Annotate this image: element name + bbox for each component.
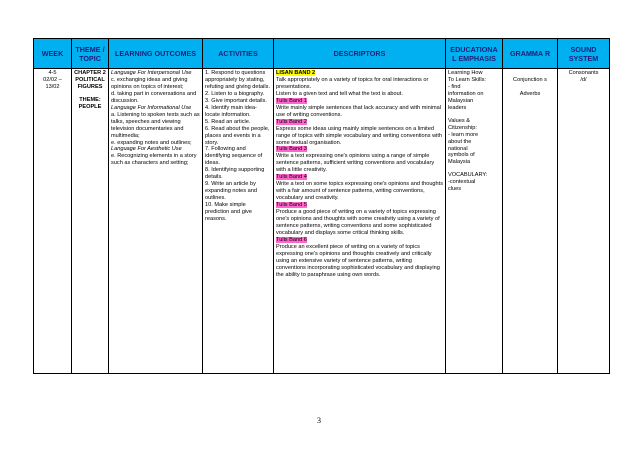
edu-line: - learn more (448, 131, 479, 138)
activity-item: 1. Respond to questions appropriately by stating, refuting and giving details. (205, 70, 270, 90)
activity-item: 7. Following and identifying sequence of ideas. (205, 146, 263, 167)
lisan-band-heading: LISAN BAND 2 (276, 70, 316, 76)
tulis-band-label: Tulis Band 2 (276, 118, 307, 125)
edu-line: national (448, 145, 468, 152)
outcome-item: e. Recognizing elements in a story such as characters and setting; (111, 153, 197, 167)
header-descriptors: DESCRIPTORS (274, 39, 446, 69)
header-week: WEEK (34, 39, 72, 69)
outcome-item: e. expanding notes and outlines; (111, 139, 192, 146)
activity-item: 10. Make simple prediction and give reasons. (205, 202, 252, 223)
activity-item: 6. Read about the people, places and events in a story. (205, 125, 270, 146)
tulis-band-label: Tulis Band 1 (276, 97, 307, 104)
outcome-category-heading: Language For Aesthetic Use (111, 146, 182, 153)
lesson-plan-table (33, 38, 610, 374)
chapter-title: POLITICAL FIGURES (75, 76, 105, 90)
tulis-band-block (276, 174, 443, 202)
theme-label: THEME: (79, 96, 101, 103)
edu-learning-skills (448, 70, 500, 112)
sound-item-d: /d/ (580, 76, 587, 83)
week-cell (34, 69, 72, 374)
header-activities: ACTIVITIES (203, 39, 274, 69)
tulis-band-text: Express some ideas using mainly simple sentences on a limited range of topics with simple vocabulary and writing conventions with some textual organisation. (276, 125, 443, 146)
tulis-band-label: Tulis Band 5 (276, 202, 307, 209)
edu-line: - find (448, 83, 461, 90)
tulis-band-text: Write mainly simple sentences that lack accuracy and with minimal use of writing conventions. (276, 104, 441, 118)
descriptor-intro (276, 77, 443, 98)
grammar-item-conjunctions: Conjunction s (513, 77, 547, 83)
tulis-band-label: Tulis Band 3 (276, 146, 307, 153)
descriptor-intro-line: Listen to a given text and tell what the text is about. (276, 90, 403, 97)
educational-emphasis-cell (446, 69, 503, 374)
header-learning-outcomes: LEARNING OUTCOMES (109, 39, 203, 69)
table-row (34, 69, 610, 374)
activity-item: 4. Identify main idea-locate information. (205, 104, 257, 118)
activities-list (205, 70, 271, 223)
week-number: 4-5 (48, 70, 57, 76)
descriptors-cell (274, 69, 446, 374)
tulis-band-label: Tulis Band 4 (276, 174, 307, 181)
edu-line: symbols of (448, 152, 475, 159)
outcome-item: c. exchanging ideas and giving opinions on topics of interest; (111, 76, 188, 90)
tulis-band-block (276, 202, 443, 237)
outcome-item: d. taking part in conversations and discussion. (111, 90, 197, 104)
activities-cell (203, 69, 274, 374)
learning-outcomes-cell (109, 69, 203, 374)
activity-item: 3. Give important details. (205, 97, 267, 104)
edu-line: -contextual (448, 179, 476, 186)
header-sound-system: SOUND SYSTEM (558, 39, 610, 69)
tulis-band-block (276, 119, 443, 147)
edu-line: about the (448, 138, 472, 145)
sound-system-cell (558, 69, 610, 374)
grammar-cell (503, 69, 558, 374)
edu-line: To Learn Skills: (448, 76, 486, 83)
edu-line: leaders (448, 104, 467, 111)
descriptor-intro-line: Talk appropriately on a variety of topics for oral interactions or presentations. (276, 76, 429, 90)
tulis-band-text: Produce a good piece of writing on a variety of topics expressing one's opinions and thoughts with some creativity using a variety of sentence patterns, writing conventions and some sophisticated vocabulary and displays some critical thinking skills. (276, 209, 440, 236)
chapter-label: CHAPTER 2 (74, 70, 106, 76)
edu-line: Values & (448, 117, 470, 124)
edu-line: clues (448, 186, 462, 193)
outcome-category-heading: Language For Interpersonal Use (111, 70, 192, 76)
edu-line: Malaysia (448, 159, 471, 166)
tulis-band-label: Tulis Band 6 (276, 236, 307, 243)
tulis-band-block (276, 146, 443, 174)
activity-item: 9. Write an article by expanding notes and outlines. (205, 181, 257, 202)
edu-vocabulary (448, 172, 500, 193)
edu-line: information on (448, 90, 484, 97)
theme-cell (72, 69, 109, 374)
outcomes-list (111, 70, 200, 167)
outcome-category-heading: Language For Informational Use (111, 104, 192, 111)
tulis-band-text: Write a text expressing one's opinions using a range of simple sentence patterns, sufficient writing conventions and vocabulary with a little creativity. (276, 153, 435, 174)
page-number: 3 (317, 416, 321, 425)
edu-line: Citizenship: (448, 124, 477, 131)
edu-line: VOCABULARY: (448, 172, 488, 179)
tulis-band-block (276, 98, 443, 119)
header-theme: THEME / TOPIC (72, 39, 109, 69)
edu-line: Learning How (448, 70, 483, 76)
descriptor-bands (276, 98, 443, 279)
edu-values-citizenship (448, 118, 500, 167)
theme-value: PEOPLE (78, 103, 102, 110)
week-dates: 02/02 – 13/02 (43, 76, 62, 90)
tulis-band-text: Write a text on some topics expressing one's opinions and thoughts with a fair amount of sentence patterns, writing conventions, vocabulary and creativity. (276, 181, 444, 202)
outcome-item: a. Listening to spoken texts such as talks, speeches and viewing television documentaries and multimedia; (111, 111, 200, 139)
tulis-band-block (276, 237, 443, 279)
sound-item-consonants: Consonants (568, 70, 599, 76)
activity-item: 2. Listen to a biography. (205, 90, 265, 97)
header-row (34, 39, 610, 69)
activity-item: 8. Identifying supporting details. (205, 167, 265, 181)
activity-item: 5. Read an article. (205, 118, 251, 125)
edu-line: Malaysian (448, 97, 474, 104)
grammar-item-adverbs: Adverbs (519, 90, 541, 97)
header-educational-emphasis: EDUCATIONA L EMPHASIS (446, 39, 503, 69)
tulis-band-text: Produce an excellent piece of writing on a variety of topics expressing one's opinions and thoughts creatively and critically using an extensive variety of sentence patterns, writing conventions incorporating sophisticated vocabulary and displaying the ability to paraphrase using own words. (276, 243, 440, 278)
header-grammar: GRAMMA R (503, 39, 558, 69)
